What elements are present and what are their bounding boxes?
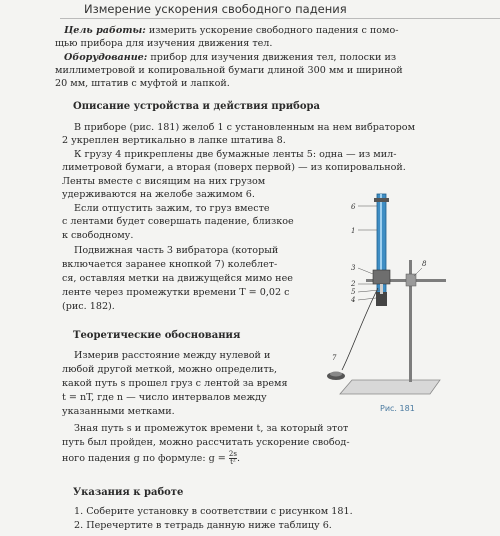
leader-3 (358, 268, 373, 274)
desc-p4-l5: (рис. 182). (62, 301, 115, 312)
desc-p2-l1: К грузу 4 прикреплены две бумажные ленты 5: одна — из мил- (74, 149, 397, 160)
leader-8 (414, 268, 422, 276)
theory-l2: любой другой меткой, можно определить, (62, 364, 278, 375)
equipment-line-3: 20 мм, штатив с муфтой и лапкой. (55, 78, 230, 89)
instruction-item-1: 1. Соберите установку в соответствии с рисунком 181. (74, 506, 353, 517)
equipment-line-2: миллиметровой и копировальной бумаги длиной 300 мм и шириной (55, 65, 403, 76)
equipment-label: Оборудование: (64, 52, 148, 63)
theory-l4: t = nT, где n — число интервалов между (62, 392, 267, 403)
figure-caption: Рис. 181 (380, 404, 415, 413)
fig-label-5: 5 (351, 288, 356, 296)
instruction-item-2: 2. Перечертите в тетрадь данную ниже таблицу 6. (74, 520, 332, 531)
theory-l8 (62, 451, 240, 466)
leader-4 (358, 298, 376, 300)
fig-label-6: 6 (351, 203, 356, 211)
desc-p3-l3: к свободному. (62, 230, 134, 241)
desc-p4-l1: Подвижная часть 3 вибратора (который (74, 245, 279, 256)
desc-p2-l2: лиметровой бумаги, а вторая (поверх первой) — из копировальной. (62, 162, 406, 173)
weight-4 (376, 292, 387, 306)
fig-label-4: 4 (351, 296, 356, 304)
theory-l6: Зная путь s и промежуток времени t, за который этот (74, 423, 349, 434)
fig-label-2: 2 (351, 280, 356, 288)
formula-fraction (229, 451, 237, 466)
theory-l1: Измерив расстояние между нулевой и (74, 350, 271, 361)
goal-line-2: щью прибора для изучения движения тел. (55, 38, 273, 49)
desc-p2-l3: Ленты вместе с висящим на них грузом (62, 176, 266, 187)
header-divider (60, 18, 500, 19)
theory-heading: Теоретические обоснования (73, 330, 241, 341)
tape-5 (380, 284, 383, 294)
theory-l7: путь был пройден, можно рассчитать ускорение свобод- (62, 437, 350, 448)
desc-p3-l1: Если отпустить зажим, то груз вместе (74, 203, 270, 214)
wire (342, 288, 378, 370)
description-heading: Описание устройства и действия прибора (73, 101, 320, 112)
page-header: Измерение ускорения свободного падения (84, 2, 347, 16)
fig-label-3: 3 (351, 264, 356, 272)
desc-p4-l3: ся, оставляя метки на движущейся мимо нее (62, 273, 293, 284)
desc-p4-l4: ленте через промежутки времени T = 0,02 с (62, 287, 290, 298)
clamp-6 (374, 198, 389, 202)
formula-denominator: t² (230, 458, 236, 466)
desc-p2-l4: удерживаются на желобе зажимом 6. (62, 189, 255, 200)
button-top (330, 372, 342, 377)
theory-l3: какой путь s прошел груз с лентой за время (62, 378, 288, 389)
stand-base (340, 380, 440, 394)
formula-suffix: . (236, 453, 240, 464)
goal-text-1: измерить ускорение свободного падения с помо- (145, 25, 399, 36)
figure-181-apparatus (322, 180, 492, 416)
fig-label-7: 7 (332, 354, 337, 362)
equipment-text-1: прибор для изучения движения тел, полоски из (147, 52, 397, 63)
goal-label: Цель работы: (64, 25, 146, 36)
desc-p4-l2: включается заранее кнопкой 7) колеблет- (62, 259, 278, 270)
fig-label-1: 1 (351, 227, 356, 235)
desc-p3-l2: с лентами будет совершать падение, близкое (62, 216, 294, 227)
desc-p1-l2: 2 укреплен вертикально в лапке штатива 8. (62, 135, 286, 146)
vibrator-2 (373, 270, 390, 284)
fig-label-8: 8 (422, 260, 427, 268)
instructions-heading: Указания к работе (73, 487, 184, 498)
formula-numerator: 2s (228, 450, 237, 458)
desc-p1-l1: В приборе (рис. 181) желоб 1 с установленным на нем вибратором (74, 122, 416, 133)
formula-prefix: ного падения g по формуле: g = (62, 453, 229, 464)
theory-l5: указанными метками. (62, 406, 175, 417)
